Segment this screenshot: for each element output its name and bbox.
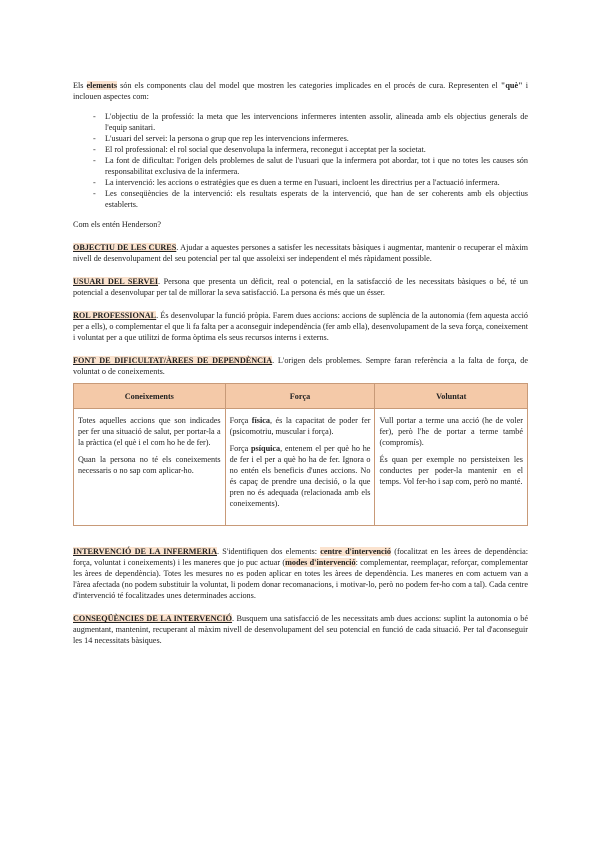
list-item: - La intervenció: les accions o estratègies que es duen a terme en l'usuari, incloent les directrius per a l'actuació infermera.: [93, 177, 528, 188]
header-voluntat: Voluntat: [375, 384, 528, 409]
section-objectiu: [73, 242, 528, 264]
section-text: (focalitzat en les àrees de dependència: força, voluntat i coneixements) i les maneres que jo puc actuar (: [73, 547, 528, 567]
list-item: - L'usuari del servei: la persona o grup que rep les intervencions infermeres.: [93, 133, 528, 144]
centre-intervencio-keyword: centre d'intervenció: [320, 547, 392, 556]
section-text: . És desenvolupar la funció pròpia. Farem dues accions: accions de suplència de la autonomia (fem aquesta acció per a ells), o complementar el que li fa falta per a aconseguir independència (fer amb ella), desenvolupament de la seva força, coneixement i voluntat per a que utilitzi de forma òptima els seus recursos interns i externs.: [73, 311, 528, 342]
cell-text: Força: [229, 444, 251, 453]
cell-paragraph: Vull portar a terme una acció (he de voler fer), però l'he de portar a terme també (compromís).: [379, 416, 523, 447]
que-keyword: "què": [500, 81, 523, 90]
section-text: : complementar, reemplaçar, reforçar, complementar les àrees de dependència). Totes les mesures no es poden aplicar en totes les àrees de dependència. Les maneres en com actuem van a l'àrea afectada (no podem substituir la voluntat, li podem donar recomanacions, i motivar-lo, però no podem fer-ho com a tal). Cada centre d'intervenció té focalitzades unes determinades accions.: [73, 558, 528, 600]
cell-text: , és la capacitat de poder fer (psicomotriu, muscular i força).: [229, 416, 371, 436]
section-text: . Ajudar a aquestes persones a satisfer les necessitats bàsiques i augmentar, mantenir o recuperar el màxim nivell de desenvolupament del seu potencial per tal que assoleixi ser independent el més ràpidament possible.: [73, 243, 528, 263]
henderson-question: Com els entén Henderson?: [73, 220, 161, 229]
cell-voluntat: [375, 409, 528, 526]
cell-paragraph: És quan per exemple no persisteixen les conductes per poder-la mantenir en el temps. Vol fer-ho i sap com, però no manté.: [379, 455, 523, 486]
cell-text: , entenem el per què ho he de fer i el per a què ho ha de fer. Ignora o no entén els beneficis d'unes accions. No és capaç de prendre una decisió, o la que pren no és adequada (relacionada amb els coneixements).: [229, 444, 371, 508]
intro-text-2: són els components clau del model que mostren les categories implicades en el procés de cura. Representen el: [117, 81, 501, 90]
cell-paragraph: Totes aquelles accions que son indicades per fer una situació de salut, per portar-la a la pràctica (el què i el com ho he de fer).: [78, 416, 221, 447]
section-title: FONT DE DIFICULTAT/ÀREES DE DEPENDÈNCIA: [73, 356, 273, 365]
header-coneixements: Coneixements: [74, 384, 226, 409]
table-header-row: [74, 384, 528, 409]
cell-paragraph: Quan la persona no té els coneixements necessaris o no sap com aplicar-ho.: [78, 455, 221, 475]
section-rol: [73, 310, 528, 343]
dependency-areas-table: [73, 383, 528, 526]
section-title: CONSEQÜÈNCIES DE LA INTERVENCIÓ: [73, 614, 233, 623]
intro-text-3: i inclouen aspectes com:: [73, 81, 528, 101]
section-title: ROL PROFESSIONAL: [73, 311, 157, 320]
elements-keyword: elements: [86, 81, 118, 90]
list-item: - Les conseqüències de la intervenció: els resultats esperats de la intervenció, que han de ser coherents amb els objectius establerts.: [93, 188, 528, 210]
table-row: [74, 409, 528, 526]
section-usuari: [73, 276, 528, 298]
intro-paragraph: [73, 80, 528, 102]
section-title: OBJECTIU DE LES CURES: [73, 243, 177, 252]
intro-text-1: Els: [73, 81, 87, 90]
section-consequencies: [73, 613, 528, 646]
cell-paragraph: [230, 443, 371, 509]
header-forca: Força: [225, 384, 375, 409]
section-title: USUARI DEL SERVEI: [73, 277, 159, 286]
cell-text: Força: [229, 416, 252, 425]
psiquica-keyword: psíquica: [251, 444, 281, 453]
section-text: . Busquem una satisfacció de les necessitats amb dues accions: suplint la autonomia o bé augmentant, mantenint, recuperant al màxim nivell de desenvolupament del seu potencial en funció de cada situació. Per tal d'aconseguir les 14 necessitats bàsiques.: [73, 614, 529, 645]
list-item: - La font de dificultat: l'origen dels problemes de salut de l'usuari que la infermera pot abordar, tot i que no totes les causes són responsabilitat exclusiva de la infermera.: [93, 155, 528, 177]
section-text: . Persona que presenta un dèficit, real o potencial, en la satisfacció de les necessitats bàsiques o bé, té un potencial a desenvolupar per tal de millorar la seva satisfacció. La persona és més que un ésser.: [73, 277, 528, 297]
cell-coneixements: [74, 409, 226, 526]
document-page: [73, 80, 528, 646]
section-text: . S'identifiquen dos elements:: [217, 547, 321, 556]
fisica-keyword: física: [251, 416, 270, 425]
elements-list: [73, 111, 528, 210]
cell-paragraph: [230, 415, 371, 437]
section-text: . L'origen dels problemes. Sempre faran referència a la falta de força, de voluntat o de coneixements.: [73, 356, 528, 376]
modes-intervencio-keyword: modes d'intervenció: [285, 558, 356, 567]
section-font: [73, 355, 528, 377]
list-item: - El rol professional: el rol social que desenvolupa la infermera, reconegut i acceptat per la societat.: [93, 144, 528, 155]
list-item: - L'objectiu de la professió: la meta que les intervencions infermeres intenten assolir, alineada amb els objectius generals de l'equip sanitari.: [93, 111, 528, 133]
section-title: INTERVENCIÓ DE LA INFERMERIA: [73, 547, 217, 556]
cell-forca: [225, 409, 375, 526]
section-intervencio: [73, 546, 528, 601]
